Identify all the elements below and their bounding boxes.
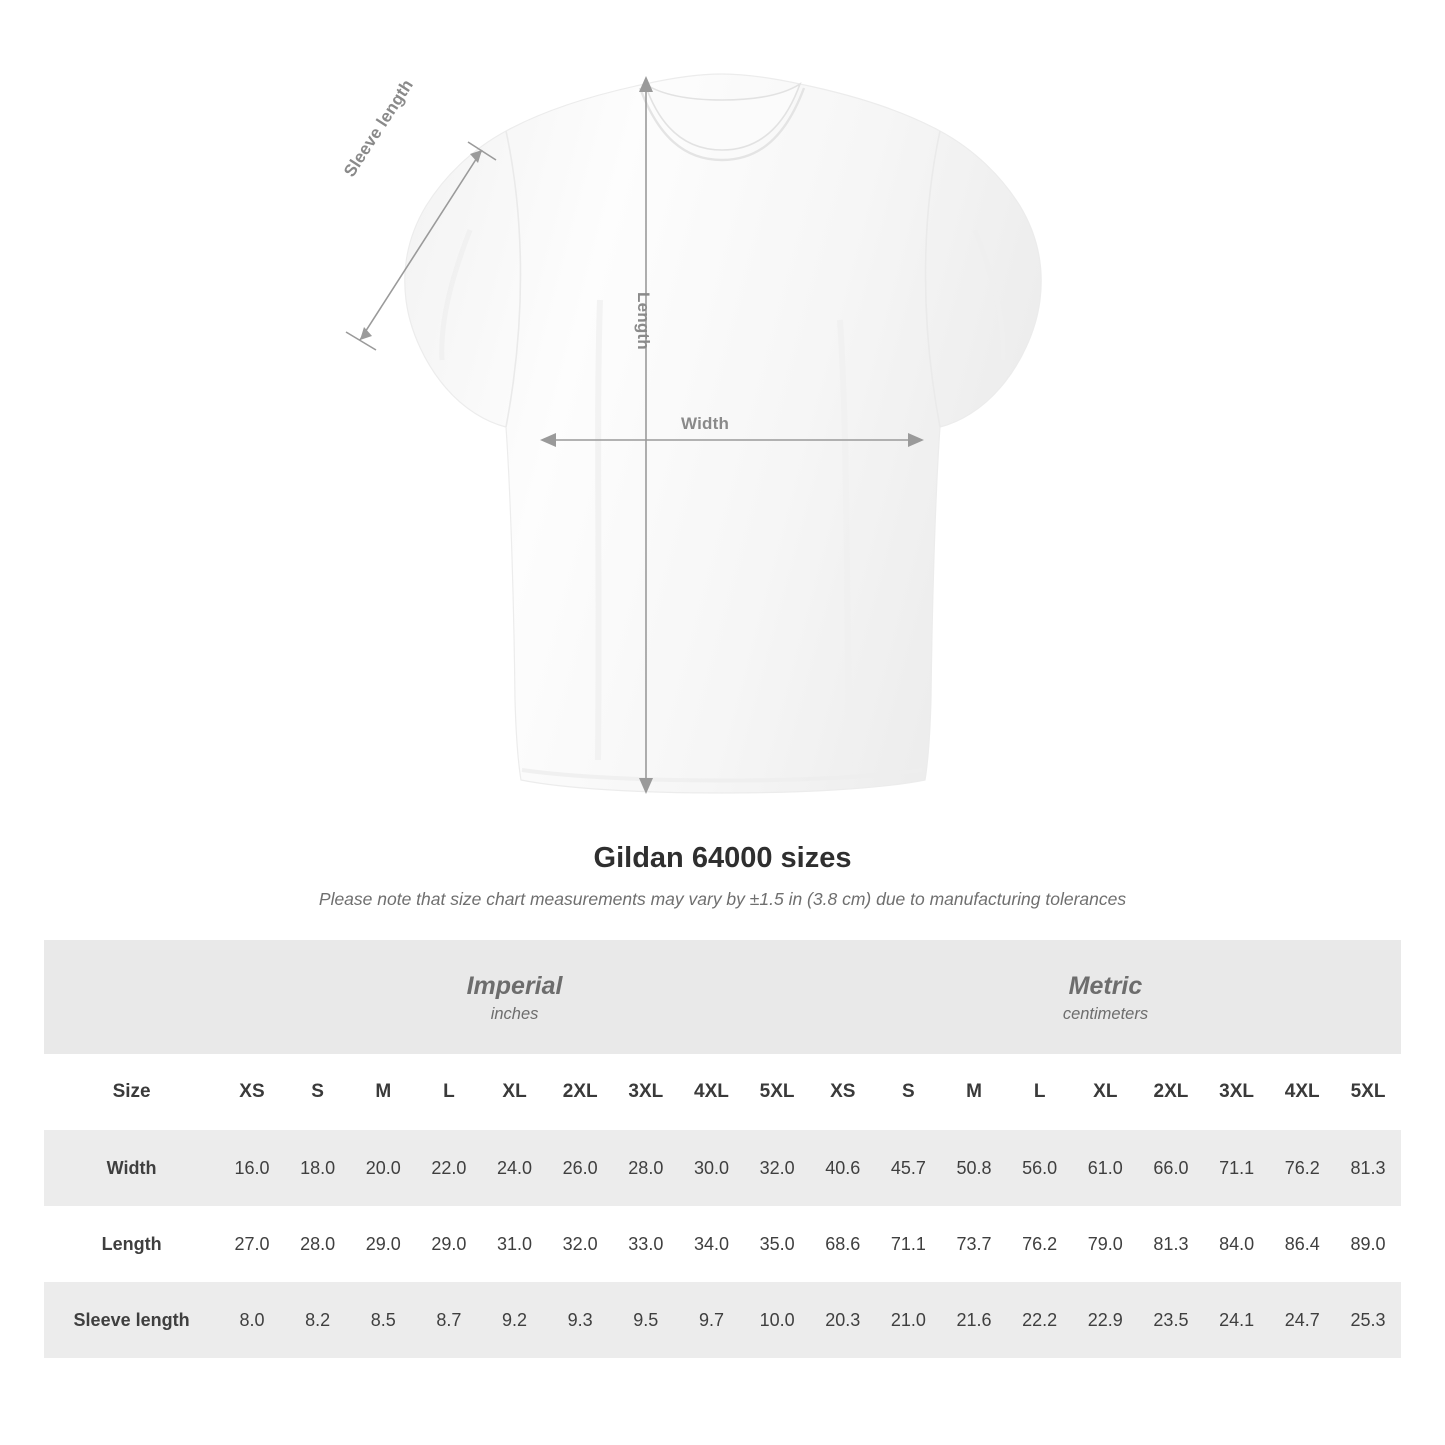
cell-length-metric-4xl: 86.4 xyxy=(1269,1206,1335,1282)
cell-width-imperial-3xl: 28.0 xyxy=(613,1130,679,1206)
cell-sleeve-imperial-2xl: 9.3 xyxy=(547,1282,613,1358)
cell-length-metric-m: 73.7 xyxy=(941,1206,1007,1282)
cell-width-metric-3xl: 71.1 xyxy=(1204,1130,1270,1206)
table-row xyxy=(44,1282,1401,1358)
cell-width-metric-2xl: 66.0 xyxy=(1138,1130,1204,1206)
size-header-row xyxy=(44,1054,1401,1130)
cell-length-metric-2xl: 81.3 xyxy=(1138,1206,1204,1282)
cell-length-metric-5xl: 89.0 xyxy=(1335,1206,1401,1282)
cell-sleeve-imperial-xl: 9.2 xyxy=(482,1282,548,1358)
size-header-metric-3xl: 3XL xyxy=(1204,1054,1270,1130)
unit-sub-imperial: inches xyxy=(490,1004,539,1023)
cell-width-metric-l: 56.0 xyxy=(1007,1130,1073,1206)
size-header-imperial-l: L xyxy=(416,1054,482,1130)
cell-width-imperial-l: 22.0 xyxy=(416,1130,482,1206)
cell-width-imperial-m: 20.0 xyxy=(350,1130,416,1206)
size-chart-table xyxy=(44,940,1401,1358)
cell-length-imperial-2xl: 32.0 xyxy=(547,1206,613,1282)
cell-sleeve-metric-xs: 20.3 xyxy=(810,1282,876,1358)
table-row xyxy=(44,1206,1401,1282)
row-label-sleeve-length: Sleeve length xyxy=(44,1282,219,1358)
cell-length-imperial-m: 29.0 xyxy=(350,1206,416,1282)
cell-length-imperial-4xl: 34.0 xyxy=(679,1206,745,1282)
cell-length-metric-3xl: 84.0 xyxy=(1204,1206,1270,1282)
size-header-metric-m: M xyxy=(941,1054,1007,1130)
size-header-imperial-3xl: 3XL xyxy=(613,1054,679,1130)
cell-sleeve-metric-5xl: 25.3 xyxy=(1335,1282,1401,1358)
cell-length-imperial-s: 28.0 xyxy=(285,1206,351,1282)
cell-width-imperial-5xl: 32.0 xyxy=(744,1130,810,1206)
size-header-metric-l: L xyxy=(1007,1054,1073,1130)
size-header-metric-2xl: 2XL xyxy=(1138,1054,1204,1130)
page-title: Gildan 64000 sizes xyxy=(593,842,852,874)
cell-sleeve-metric-m: 21.6 xyxy=(941,1282,1007,1358)
size-header-metric-5xl: 5XL xyxy=(1335,1054,1401,1130)
size-header-imperial-s: S xyxy=(285,1054,351,1130)
size-header-metric-4xl: 4XL xyxy=(1269,1054,1335,1130)
row-label-length: Length xyxy=(44,1206,219,1282)
tolerance-note: Please note that size chart measurements may vary by ±1.5 in (3.8 cm) due to manufacturing tolerances xyxy=(318,889,1127,909)
unit-name-metric: Metric xyxy=(1068,971,1143,1000)
cell-width-metric-s: 45.7 xyxy=(876,1130,942,1206)
cell-width-imperial-4xl: 30.0 xyxy=(679,1130,745,1206)
cell-width-metric-5xl: 81.3 xyxy=(1335,1130,1401,1206)
unit-group-imperial xyxy=(219,940,810,1054)
cell-length-metric-l: 76.2 xyxy=(1007,1206,1073,1282)
unit-group-metric xyxy=(810,940,1401,1054)
cell-sleeve-metric-3xl: 24.1 xyxy=(1204,1282,1270,1358)
cell-sleeve-imperial-m: 8.5 xyxy=(350,1282,416,1358)
cell-sleeve-imperial-l: 8.7 xyxy=(416,1282,482,1358)
cell-sleeve-imperial-xs: 8.0 xyxy=(219,1282,285,1358)
cell-width-imperial-xl: 24.0 xyxy=(482,1130,548,1206)
cell-sleeve-metric-xl: 22.9 xyxy=(1072,1282,1138,1358)
cell-width-imperial-s: 18.0 xyxy=(285,1130,351,1206)
cell-length-imperial-xs: 27.0 xyxy=(219,1206,285,1282)
cell-length-metric-xs: 68.6 xyxy=(810,1206,876,1282)
cell-length-imperial-l: 29.0 xyxy=(416,1206,482,1282)
width-label: Width xyxy=(681,414,730,433)
cell-width-imperial-xs: 16.0 xyxy=(219,1130,285,1206)
cell-length-metric-s: 71.1 xyxy=(876,1206,942,1282)
table-corner-cell xyxy=(44,940,219,1054)
size-header-imperial-2xl: 2XL xyxy=(547,1054,613,1130)
cell-length-metric-xl: 79.0 xyxy=(1072,1206,1138,1282)
size-header-imperial-m: M xyxy=(350,1054,416,1130)
table-row xyxy=(44,1130,1401,1206)
size-chart-table-wrapper xyxy=(44,940,1401,1358)
cell-sleeve-metric-4xl: 24.7 xyxy=(1269,1282,1335,1358)
unit-header-row xyxy=(44,940,1401,1054)
size-header-metric-xl: XL xyxy=(1072,1054,1138,1130)
cell-sleeve-metric-2xl: 23.5 xyxy=(1138,1282,1204,1358)
cell-width-metric-xs: 40.6 xyxy=(810,1130,876,1206)
cell-sleeve-metric-s: 21.0 xyxy=(876,1282,942,1358)
cell-width-metric-xl: 61.0 xyxy=(1072,1130,1138,1206)
sleeve-length-label: Sleeve length xyxy=(340,75,418,181)
cell-sleeve-imperial-4xl: 9.7 xyxy=(679,1282,745,1358)
cell-sleeve-imperial-s: 8.2 xyxy=(285,1282,351,1358)
cell-width-imperial-2xl: 26.0 xyxy=(547,1130,613,1206)
size-header-imperial-5xl: 5XL xyxy=(744,1054,810,1130)
chart-header xyxy=(0,842,1445,910)
cell-sleeve-metric-l: 22.2 xyxy=(1007,1282,1073,1358)
cell-sleeve-imperial-3xl: 9.5 xyxy=(613,1282,679,1358)
cell-width-metric-4xl: 76.2 xyxy=(1269,1130,1335,1206)
cell-sleeve-imperial-5xl: 10.0 xyxy=(744,1282,810,1358)
size-header-metric-s: S xyxy=(876,1054,942,1130)
length-label: Length xyxy=(634,292,653,350)
row-label-width: Width xyxy=(44,1130,219,1206)
size-header-imperial-4xl: 4XL xyxy=(679,1054,745,1130)
cell-length-imperial-xl: 31.0 xyxy=(482,1206,548,1282)
size-header-imperial-xs: XS xyxy=(219,1054,285,1130)
header-size-label: Size xyxy=(44,1054,219,1130)
size-header-metric-xs: XS xyxy=(810,1054,876,1130)
unit-sub-metric: centimeters xyxy=(1062,1004,1149,1023)
cell-width-metric-m: 50.8 xyxy=(941,1130,1007,1206)
size-header-imperial-xl: XL xyxy=(482,1054,548,1130)
cell-length-imperial-5xl: 35.0 xyxy=(744,1206,810,1282)
cell-length-imperial-3xl: 33.0 xyxy=(613,1206,679,1282)
unit-name-imperial: Imperial xyxy=(466,971,563,1000)
